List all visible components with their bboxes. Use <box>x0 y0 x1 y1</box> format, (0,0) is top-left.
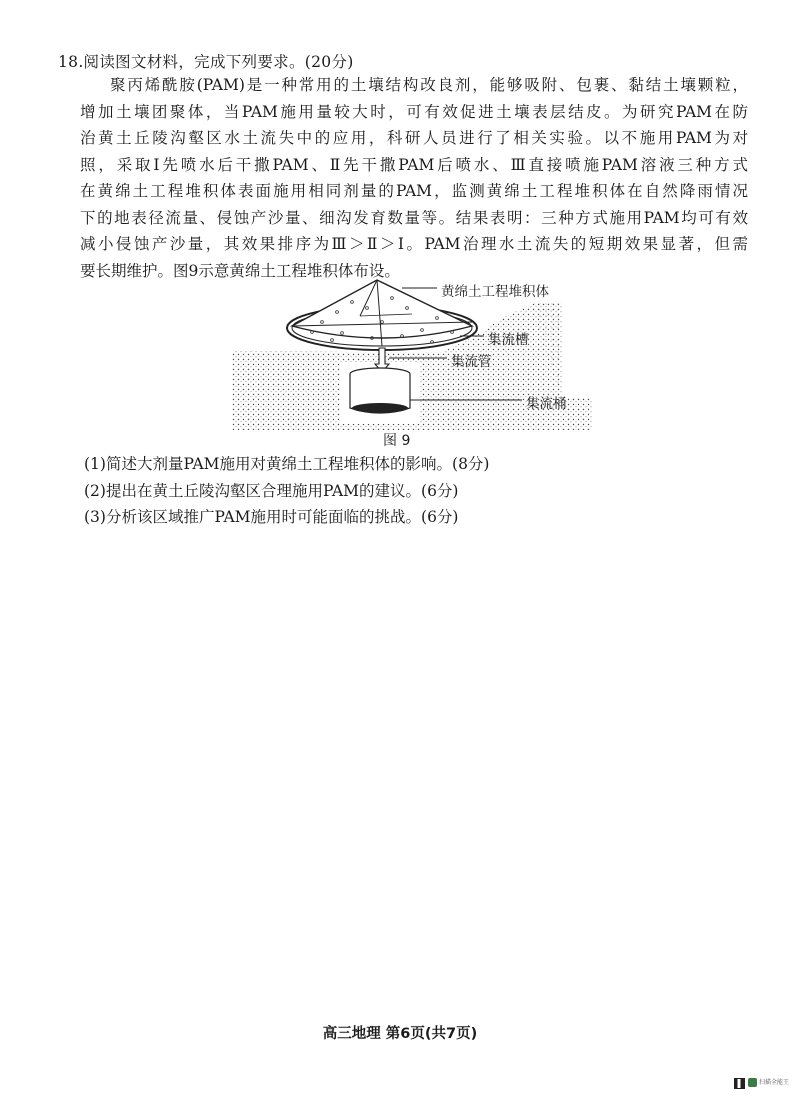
passage-line: 增加土壤团聚体，当PAM施用量较大时，可有效促进土壤表层结皮。为研究PAM在防 <box>80 102 748 121</box>
sub-questions <box>84 451 489 531</box>
sub-question-1: (1)简述大剂量PAM施用对黄绵土工程堆积体的影响。(8分) <box>84 455 490 473</box>
label-loess-pile: 黄绵土工程堆积体 <box>441 284 549 300</box>
page-footer: 高三地理 第6页(共7页) <box>322 1026 478 1042</box>
watermark-text: 扫描全能王 <box>759 1079 790 1086</box>
label-pipe: 集流管 <box>451 354 492 370</box>
passage-line: 聚丙烯酰胺(PAM)是一种常用的土壤结构改良剂，能够吸附、包裹、黏结土壤颗粒， <box>110 76 748 94</box>
sub-question-2: (2)提出在黄土丘陵沟壑区合理施用PAM的建议。(6分) <box>84 481 459 500</box>
label-trough: 集流槽 <box>488 332 529 348</box>
passage <box>80 72 748 284</box>
passage-line: 下的地表径流量、侵蚀产沙量、细沟发育数量等。结果表明：三种方式施用PAM均可有效 <box>80 208 748 227</box>
sub-question-3: (3)分析该区域推广PAM施用时可能面临的挑战。(6分) <box>84 508 459 526</box>
passage-line: 减小侵蚀产沙量，其效果排序为Ⅲ＞Ⅱ＞Ⅰ。PAM治理水土流失的短期效果显著，但需 <box>80 235 748 253</box>
figure-9-diagram <box>232 278 592 430</box>
scanner-watermark <box>734 1078 790 1090</box>
passage-line: 在黄绵土工程堆积体表面施用相同剂量的PAM，监测黄绵土工程堆积体在自然降雨情况 <box>80 182 748 200</box>
question-title: 18.阅读图文材料，完成下列要求。(20分) <box>58 53 354 71</box>
passage-line: 照，采取Ⅰ先喷水后干撒PAM、Ⅱ先干撒PAM后喷水、Ⅲ直接喷施PAM溶液三种方式 <box>80 155 748 174</box>
scanner-logo-icon <box>748 1078 757 1087</box>
collection-bucket <box>350 368 410 413</box>
qr-code-icon <box>734 1078 745 1089</box>
passage-line: 治黄土丘陵沟壑区水土流失中的应用，科研人员进行了相关实验。以不施用PAM为对 <box>80 129 748 147</box>
label-bucket: 集流桶 <box>526 396 567 412</box>
passage-line: 要长期维护。图9示意黄绵土工程堆积体布设。 <box>80 261 400 280</box>
figure-caption: 图 9 <box>383 433 411 449</box>
